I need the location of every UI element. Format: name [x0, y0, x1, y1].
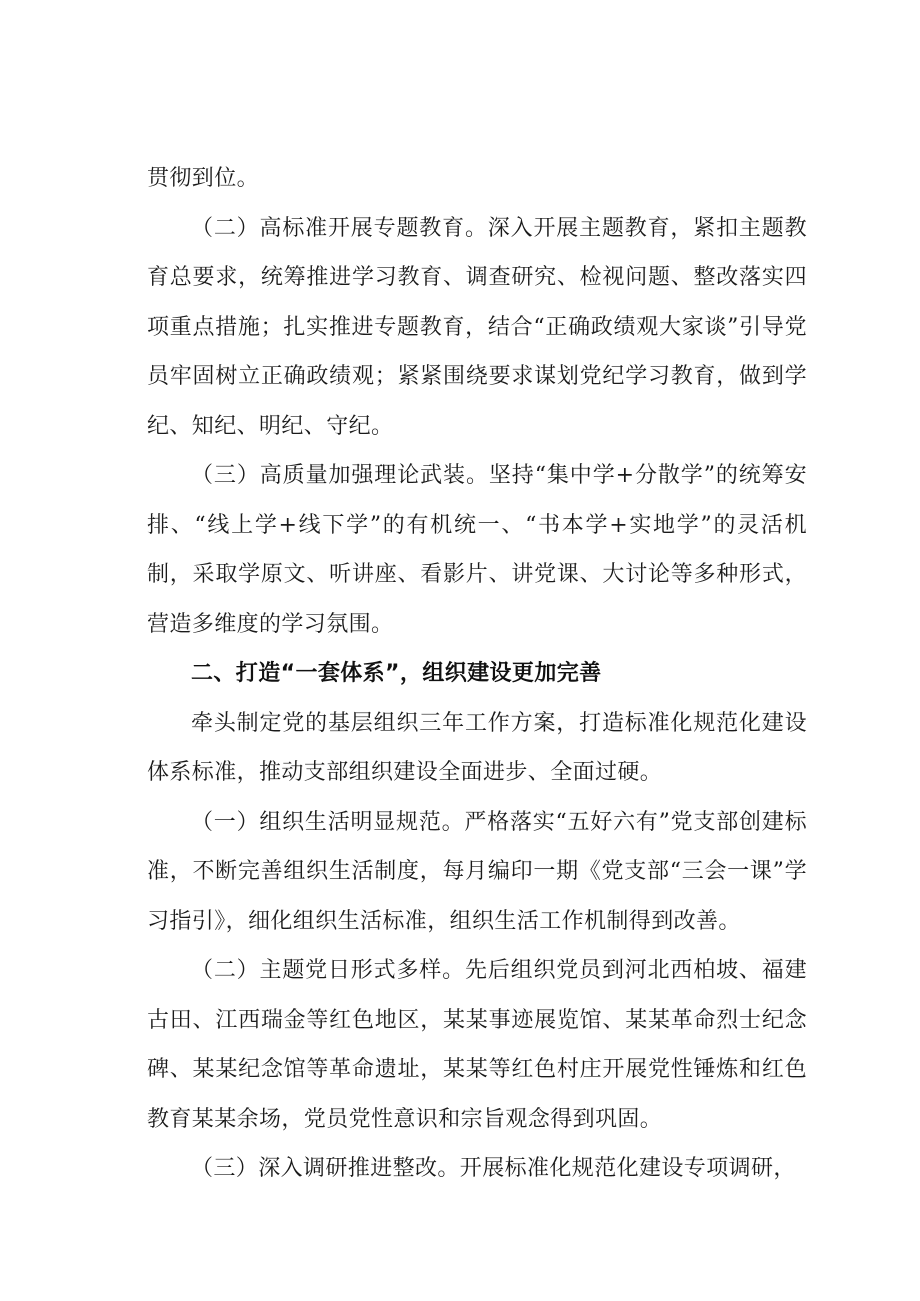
paragraph-special-education: （二）高标准开展专题教育。深入开展主题教育，紧扣主题教育总要求，统筹推进学习教育、调查研究、检视问题、整改落实四项重点措施；扎实推进专题教育，结合“正确政绩观大家谈”引导党员牢固树立正确政绩观；紧紧围绕要求谋划党纪学习教育，做到学纪、知纪、明纪、守纪。 — [147, 215, 807, 439]
document-body — [147, 154, 807, 1194]
paragraph-organization-life: （一）组织生活明显规范。严格落实“五好六有”党支部创建标准，不断完善组织生活制度，每月编印一期《党支部“三会一课”学习指引》，细化组织生活标准，组织生活工作机制得到改善。 — [147, 809, 807, 934]
section-heading: 二、打造“一套体系”，组织建设更加完善 — [191, 661, 602, 686]
paragraph-continuation: 贯彻到位。 — [147, 166, 260, 191]
paragraph-party-day: （二）主题党日形式多样。先后组织党员到河北西柏坡、福建古田、江西瑞金等红色地区，某某事迹展览馆、某某革命烈士纪念碑、某某纪念馆等革命遗址，某某等红色村庄开展党性锤炼和红色教育某某余场，党员党性意识和宗旨观念得到巩固。 — [147, 958, 807, 1132]
paragraph-theory-study: （三）高质量加强理论武装。坚持“集中学+分散学”的统筹安排、“线上学+线下学”的有机统一、“书本学+实地学”的灵活机制，采取学原文、听讲座、看影片、讲党课、大讨论等多种形式，营造多维度的学习氛围。 — [147, 463, 807, 637]
paragraph-section-intro: 牵头制定党的基层组织三年工作方案，打造标准化规范化建设体系标准，推动支部组织建设全面进步、全面过硬。 — [147, 710, 807, 785]
paragraph-research-rectification: （三）深入调研推进整改。开展标准化规范化建设专项调研， — [191, 1156, 796, 1181]
